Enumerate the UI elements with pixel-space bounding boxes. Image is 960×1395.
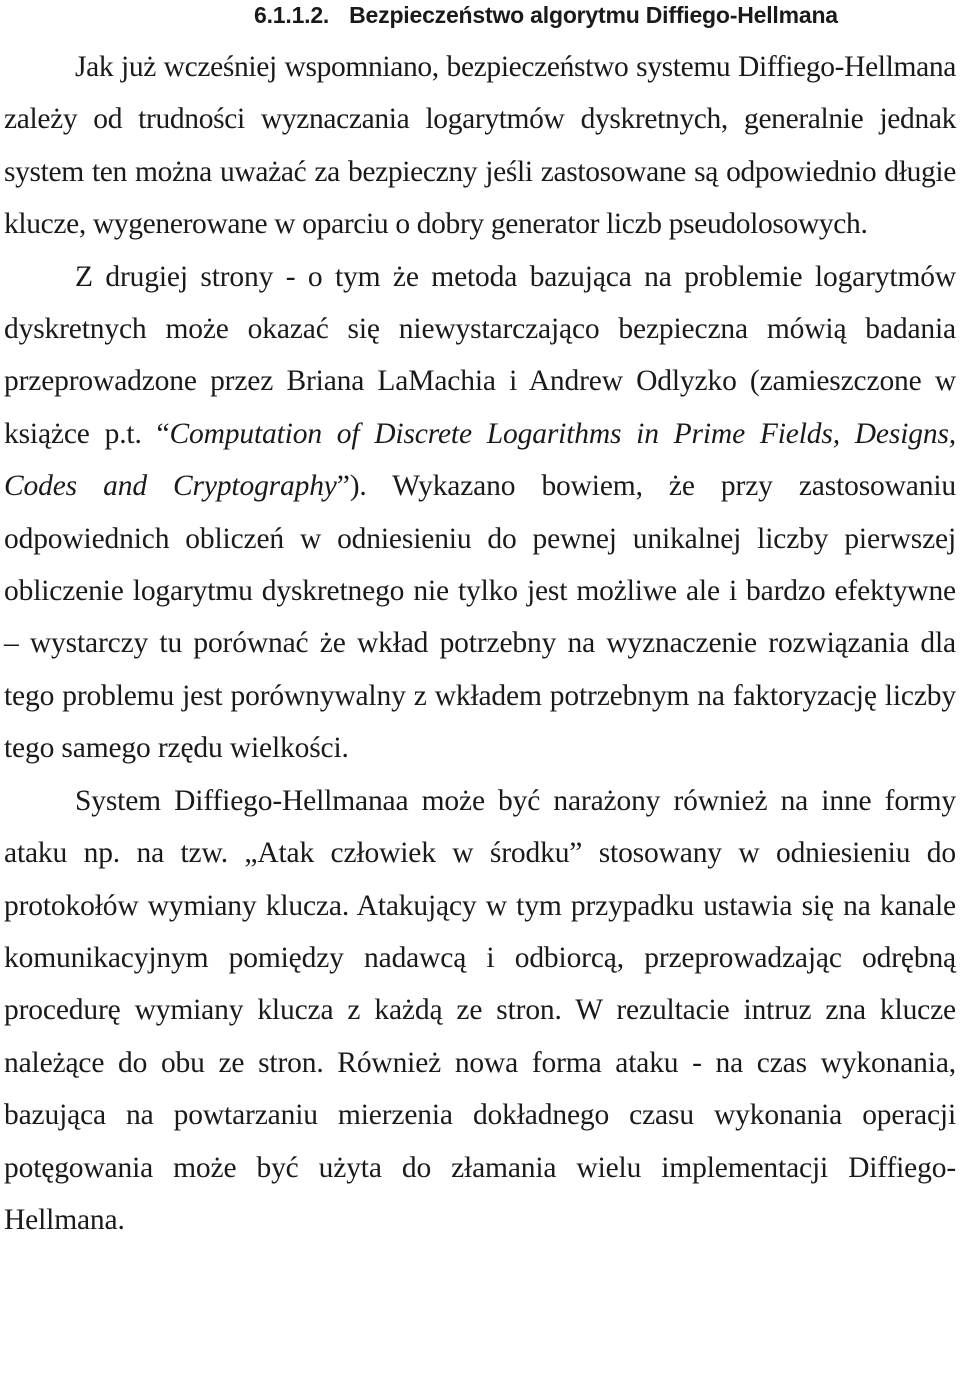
paragraph-2-text-after-title: ”). Wykazano bowiem, że przy zastosowaniu odpowiednich obliczeń w odniesieniu do pewnej unikalnej liczby pierwszej obliczenie logarytmu dyskretnego nie tylko jest możliwe ale i bardzo efektywne – wystarczy tu porównać że wkład potrzebny na wyznaczenie rozwiązania dla tego problemu jest porównywalny z wkładem potrzebnym na faktoryzację liczby tego samego rzędu wielkości. bbox=[4, 470, 956, 765]
paragraph-attack-forms: System Diffiego-Hellmanaa może być narażony również na inne formy ataku np. na tzw. „Atak człowiek w środku” stosowany w odniesieniu do protokołów wymiany klucza. Atakujący w tym przypadku ustawia się na kanale komunikacyjnym pomiędzy nadawcą i odbiorcą, przeprowadzając odrębną procedurę wymiany klucza z każdą ze stron. W rezultacie intruz zna klucze należące do obu ze stron. Również nowa forma ataku - na czas wykonania, bazująca na powtarzaniu mierzenia dokładnego czasu wykonania operacji potęgowania może być użyta do złamania wielu implementacji Diffiego-Hellmana. bbox=[4, 784, 956, 1236]
paragraph-lamacchia-odlyzko-research bbox=[4, 251, 956, 775]
section-heading bbox=[254, 0, 838, 30]
section-number: 6.1.1.2. bbox=[254, 2, 330, 28]
cited-book-title: Computation of Discrete Logarithms in Prime Fields, Designs, Codes and Cryptography bbox=[4, 417, 956, 503]
section-title: Bezpieczeństwo algorytmu Diffiego-Hellmana bbox=[349, 2, 838, 28]
paragraph-security-overview: Jak już wcześniej wspomniano, bezpieczeństwo systemu Diffiego-Hellmana zależy od trudności wyznaczania logarytmów dyskretnych, generalnie jednak system ten można uważać za bezpieczny jeśli zastosowane są odpowiednio długie klucze, wygenerowane w oparciu o dobry generator liczb pseudolosowych. bbox=[4, 51, 956, 241]
section-body bbox=[4, 41, 956, 1246]
paragraph-2-text-before-title: Z drugiej strony - o tym że metoda bazująca na problemie logarytmów dyskretnych może okazać się niewystarczająco bezpieczna mówią badania przeprowadzone przez Briana LaMachia i Andrew Odlyzko (zamieszczone w książce p.t. “ bbox=[4, 260, 956, 450]
